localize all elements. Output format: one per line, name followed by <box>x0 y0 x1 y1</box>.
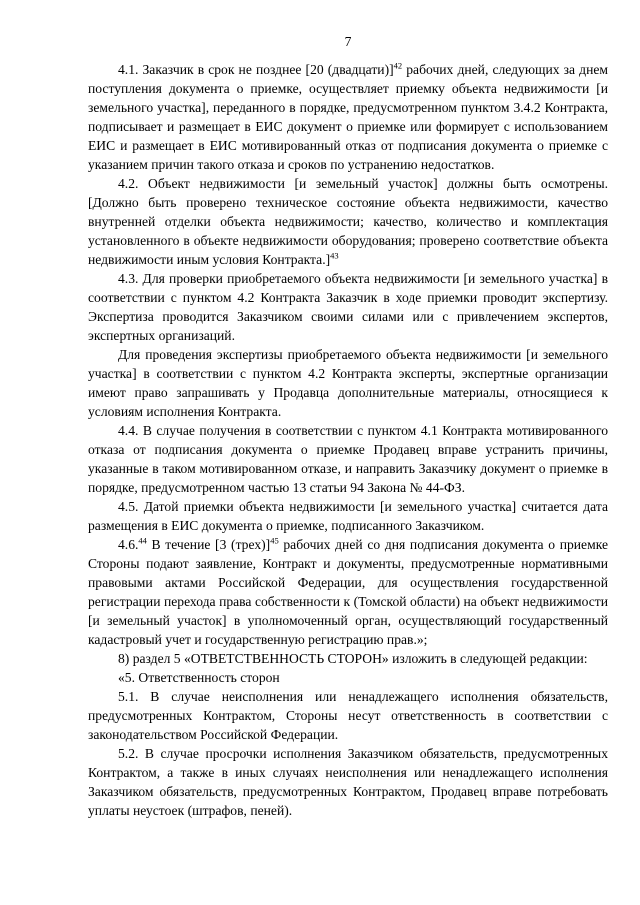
paragraph-4-1: 4.1. Заказчик в срок не позднее [20 (двадцати)]$^{42}$ рабочих дней, следующих за днем поступления документа о приемке, осуществляет приемку объекта недвижимости [и земельного участка], переданного в порядке, предусмотренном пунктом 3.4.2 Контракта, подписывает и размещает в ЕИС документ о приемке или формирует с использованием ЕИС и размещает в ЕИС мотивированный отказ от подписания документа о приемке с указанием причин такого отказа и сроков по устранению недостатков. <box>88 60 608 172</box>
footnote-ref: 42 <box>393 60 403 71</box>
paragraph-4-2: 4.2. Объект недвижимости [и земельный участок] должны быть осмотрены. [Должно быть проверено техническое состояние объекта недвижимости, качество внутренней отделки объекта недвижимости; качество, количество и комплектация установленного в объекте недвижимости оборудования; проверено соответствие объекта недвижимости иным условия Контракта.]$^{43}$ <box>88 176 608 267</box>
page-number: 7 <box>344 34 352 49</box>
paragraph-4-5: 4.5. Датой приемки объекта недвижимости [и земельного участка] считается дата размещения в ЕИС документа о приемке, подписанного Заказчиком. <box>88 499 608 533</box>
footnote-ref: 44 <box>138 535 147 546</box>
section-5-title: «5. Ответственность сторон <box>118 670 280 685</box>
paragraph-4-6: 4.6.44 В течение [3 (трех)]$^{45}$ рабочих дней со дня подписания документа о приемке Стороны подают заявление, Контракт и документы, предусмотренные нормативными правовыми актами Российской Федерации, для осуществления государственной регистрации перехода права собственности к (Томской области) на объект недвижимости [и земельный участок] в уполномоченный орган, осуществляющий государственный кадастровый учет и государственную регистрацию прав.»; <box>88 535 608 647</box>
footnote-ref: 43 <box>330 250 339 261</box>
paragraph-4-3-continued: Для проведения экспертизы приобретаемого объекта недвижимости [и земельного участка] в соответствии с пунктом 4.2 Контракта эксперты, экспертные организации имеют право запрашивать у Продавца дополнительные материалы, относящиеся к условиям исполнения Контракта. <box>88 347 608 419</box>
paragraph-4-4: 4.4. В случае получения в соответствии с пунктом 4.1 Контракта мотивированного отказа от подписания документа о приемке Продавец вправе устранить причины, указанные в таком мотивированном отказе, и направить Заказчику документ о приемке в порядке, предусмотренном частью 13 статьи 94 Закона № 44-ФЗ. <box>88 423 608 495</box>
footnote-ref: 45 <box>270 535 279 546</box>
paragraph-5-1: 5.1. В случае неисполнения или ненадлежащего исполнения обязательств, предусмотренных Контрактом, Стороны несут ответственность в соответствии с законодательством Российской Федерации. <box>88 689 608 742</box>
paragraph-4-3: 4.3. Для проверки приобретаемого объекта недвижимости [и земельного участка] в соответствии с пунктом 4.2 Контракта Заказчик в ходе приемки проводит экспертизу. Экспертиза проводится Заказчиком своими силами или с привлечением экспертов, экспертных организаций. <box>88 271 608 343</box>
paragraph-8: 8) раздел 5 «ОТВЕТСТВЕННОСТЬ СТОРОН» изложить в следующей редакции: <box>118 651 588 666</box>
paragraph-5-2: 5.2. В случае просрочки исполнения Заказчиком обязательств, предусмотренных Контрактом, а также в иных случаях неисполнения или ненадлежащего исполнения Заказчиком обязательств, предусмотренных Контрактом, Продавец вправе потребовать уплаты неустоек (штрафов, пеней). <box>88 746 608 818</box>
